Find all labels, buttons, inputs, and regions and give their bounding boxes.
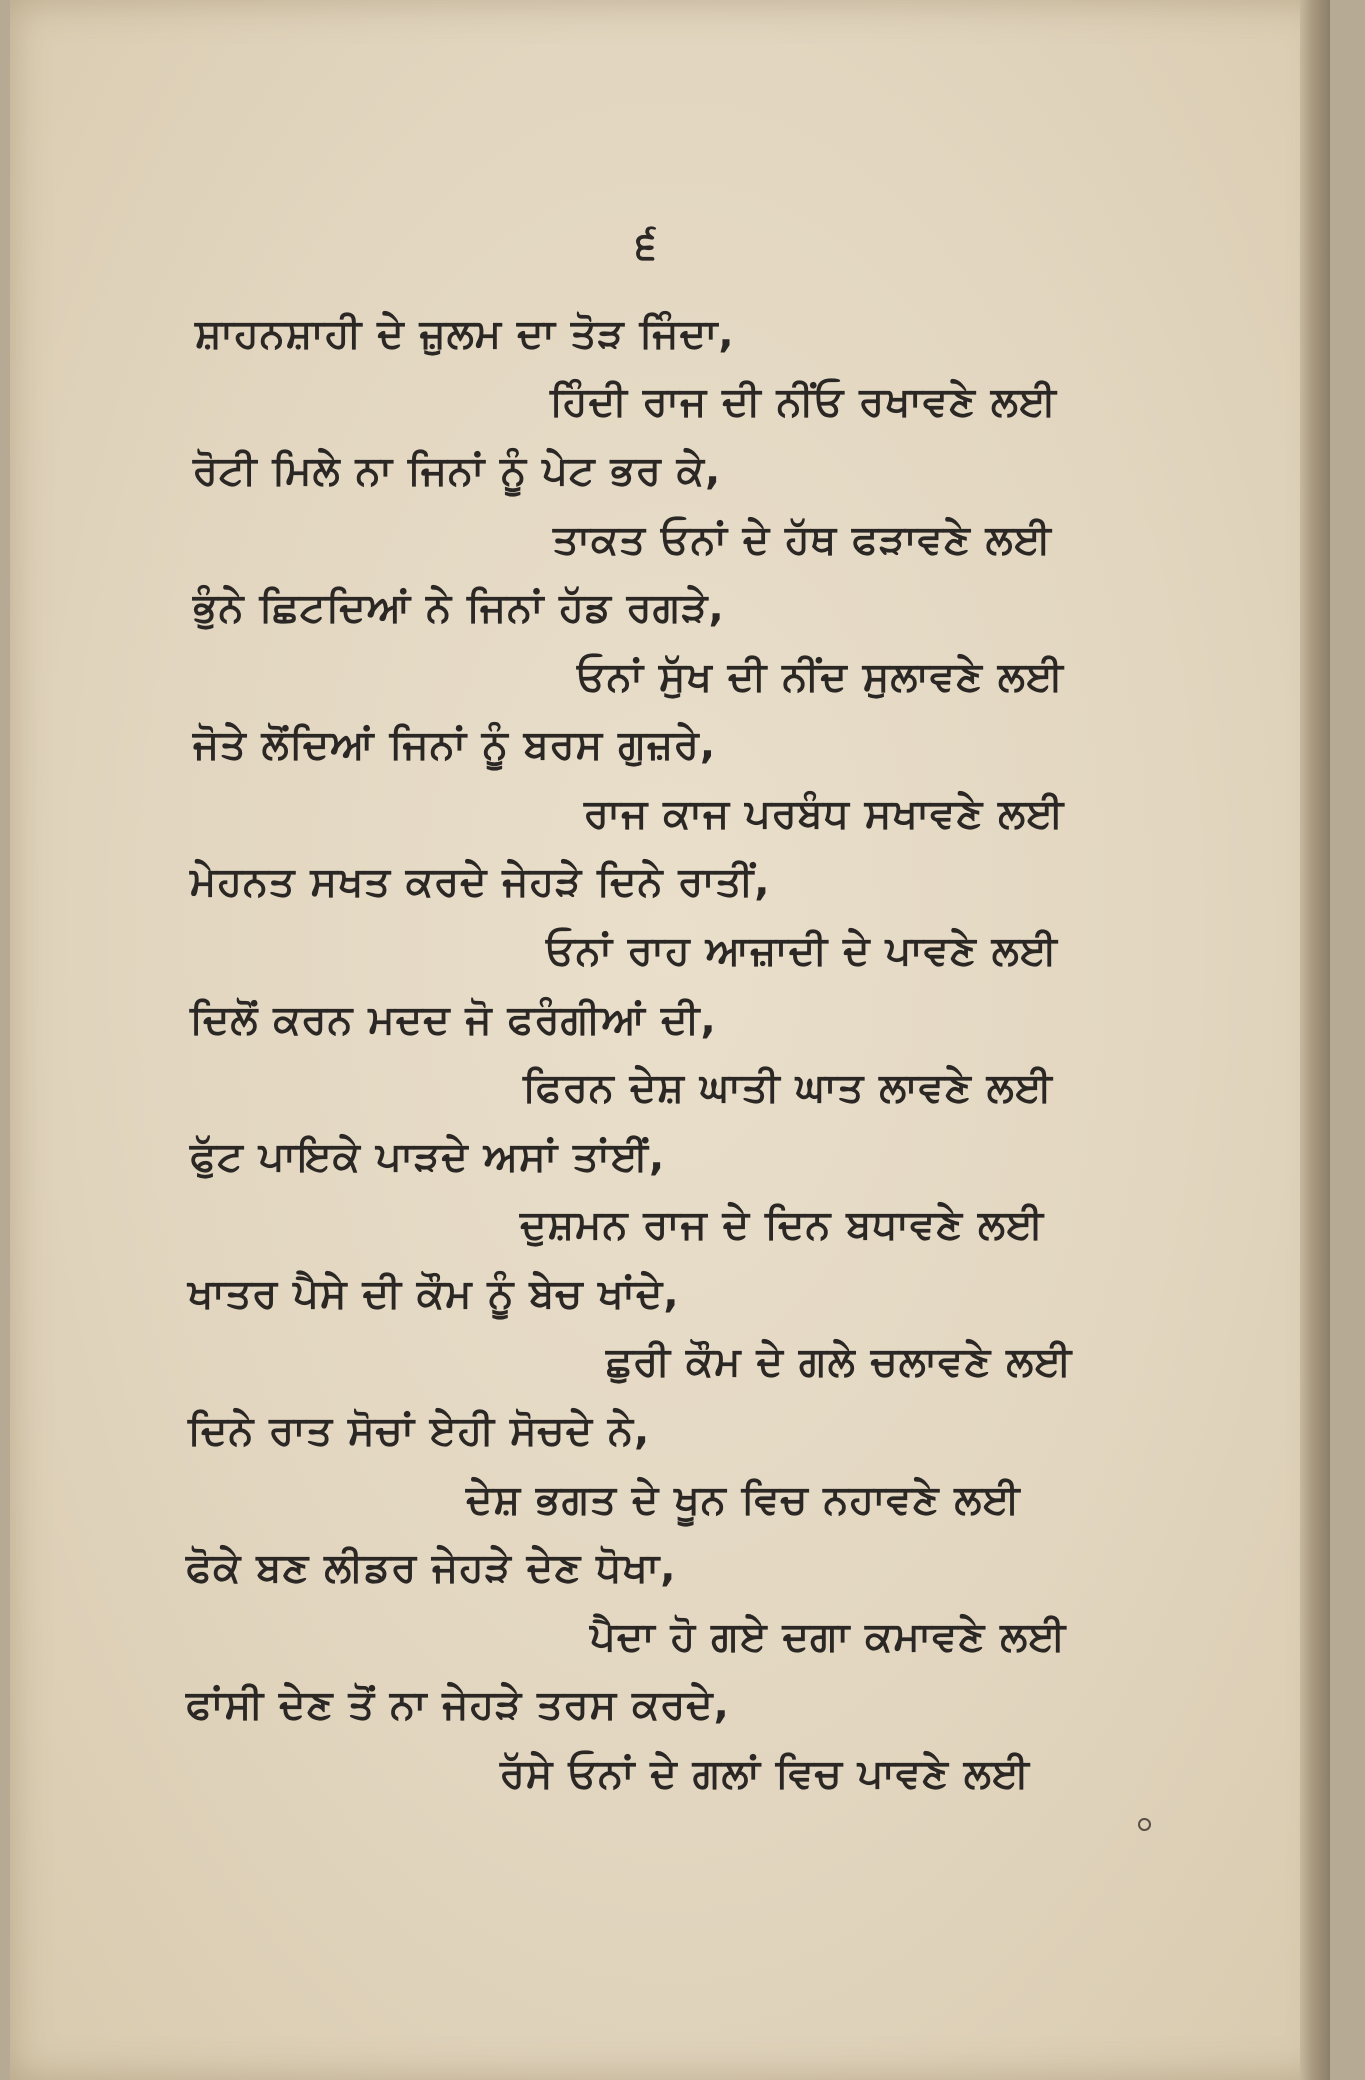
verse-line-18: ਦੇਸ਼ ਭਗਤ ਦੇ ਖੂਨ ਵਿਚ ਨਹਾਵਣੇ ਲਈ [466,1477,1021,1523]
verse-line-19: ਫੋਕੇ ਬਣ ਲੀਡਰ ਜੇਹੜੇ ਦੇਣ ਧੋਖਾ, [186,1545,677,1591]
verse-line-22: ਰੱਸੇ ਓਨਾਂ ਦੇ ਗਲਾਂ ਵਿਚ ਪਾਵਣੇ ਲਈ [500,1751,1030,1797]
verse-line-11: ਦਿਲੋਂ ਕਰਨ ਮਦਦ ਜੋ ਫਰੰਗੀਆਂ ਦੀ, [190,997,717,1043]
end-of-text-mark [1138,1818,1151,1831]
verse-line-1: ਸ਼ਾਹਨਸ਼ਾਹੀ ਦੇ ਜ਼ੁਲਮ ਦਾ ਤੋੜ ਜਿੰਦਾ, [195,311,735,357]
verse-line-3: ਰੋਟੀ ਮਿਲੇ ਨਾ ਜਿਨਾਂ ਨੂੰ ਪੇਟ ਭਰ ਕੇ, [193,448,722,494]
book-page [10,0,1330,2080]
verse-line-6: ਓਨਾਂ ਸੁੱਖ ਦੀ ਨੀਂਦ ਸੁਲਾਵਣੇ ਲਈ [577,654,1064,700]
verse-line-16: ਛੁਰੀ ਕੌਮ ਦੇ ਗਲੇ ਚਲਾਵਣੇ ਲਈ [606,1339,1073,1385]
verse-line-13: ਫੁੱਟ ਪਾਇਕੇ ਪਾੜਦੇ ਅਸਾਂ ਤਾਂਈਂ, [190,1134,666,1180]
page-spine-edge [1300,0,1330,2080]
verse-line-12: ਫਿਰਨ ਦੇਸ਼ ਘਾਤੀ ਘਾਤ ਲਾਵਣੇ ਲਈ [523,1065,1053,1111]
verse-line-8: ਰਾਜ ਕਾਜ ਪਰਬੰਧ ਸਖਾਵਣੇ ਲਈ [584,791,1065,837]
verse-line-20: ਪੈਦਾ ਹੋ ਗਏ ਦਗਾ ਕਮਾਵਣੇ ਲਈ [590,1614,1067,1660]
verse-line-17: ਦਿਨੇ ਰਾਤ ਸੋਚਾਂ ਏਹੀ ਸੋਚਦੇ ਨੇ, [188,1408,651,1454]
verse-line-7: ਜੋਤੇ ਲੋਂਦਿਆਂ ਜਿਨਾਂ ਨੂੰ ਬਰਸ ਗੁਜ਼ਰੇ, [193,722,717,768]
verse-line-14: ਦੁਸ਼ਮਨ ਰਾਜ ਦੇ ਦਿਨ ਬਧਾਵਣੇ ਲਈ [520,1202,1045,1248]
verse-line-15: ਖਾਤਰ ਪੈਸੇ ਦੀ ਕੌਮ ਨੂੰ ਬੇਚ ਖਾਂਦੇ, [188,1271,680,1317]
page-number: ੬ [636,222,657,268]
verse-line-21: ਫਾਂਸੀ ਦੇਣ ਤੋਂ ਨਾ ਜੇਹੜੇ ਤਰਸ ਕਰਦੇ, [186,1682,730,1728]
verse-line-5: ਭੁੰਨੇ ਛਿਟਦਿਆਂ ਨੇ ਜਿਨਾਂ ਹੱਡ ਰਗੜੇ, [193,585,725,631]
verse-line-4: ਤਾਕਤ ਓਨਾਂ ਦੇ ਹੱਥ ਫੜਾਵਣੇ ਲਈ [553,517,1052,563]
verse-line-10: ਓਨਾਂ ਰਾਹ ਆਜ਼ਾਦੀ ਦੇ ਪਾਵਣੇ ਲਈ [546,928,1058,974]
verse-line-9: ਮੇਹਨਤ ਸਖਤ ਕਰਦੇ ਜੇਹੜੇ ਦਿਨੇ ਰਾਤੀਂ, [190,859,771,905]
verse-line-2: ਹਿੰਦੀ ਰਾਜ ਦੀ ਨੀਂਓ ਰਖਾਵਣੇ ਲਈ [550,379,1057,425]
